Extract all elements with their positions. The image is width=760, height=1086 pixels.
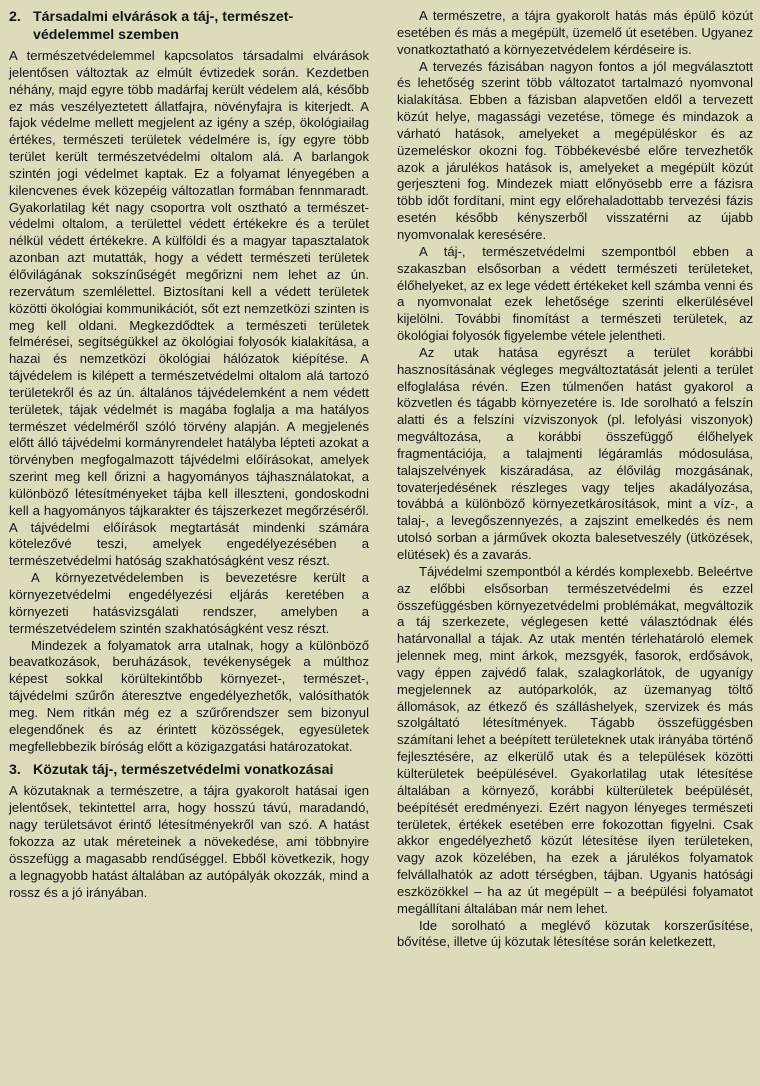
left-paragraph-2: A környezetvédelemben is bevezetésre került a környezetvédelmi engedélyezési eljárás keretében a környezeti hatásvizsgálati rendszer, amelyben a természetvédelem szintén szakhatóságként vesz részt. <box>9 570 369 636</box>
right-column <box>397 8 753 1086</box>
section-2-heading <box>9 8 369 44</box>
right-paragraph-5: Tájvédelmi szempontból a kérdés komplexebb. Beleértve az előbbi elsősorban természetvédelmi és ezzel összefüggésben környezetvédelmi problémákat, megváltozik a táj szerkezete, véglegesen ketté választódnak élés határvonallal a tájak. Az utak mentén térlehatároló elemek jelennek meg, mint árkok, mezsgyék, fasorok, erdősávok, vagy éppen zajvédő falak, szalagkorlátok, de ugyanígy megjelennek az autóparkolók, az üzemanyag töltő állomások, az étkező és szálláshelyek, szervizek és más szolgáltató létesítmények. Tágabb összefüggésben számítani lehet a beépített területeknek utak irányába történő fejlesztésére, az elkerülő utak és a települések közötti külterületek beépülésével. Gyakorlatilag utak létesítése általában a környező, korábbi külterületek beépülését, beépítését eredményezi. Ezért nagyon lényeges természeti területek, értékek esetében erre fokozottan figyelni. Csak akkor engedélyezhető közút létesítése ilyen területeken, vagy azok közelében, ha ezek a járulékos folyamatok felvállalhatók az adott térségben, tájban. Ugyanis hatósági eszközökkel – ha az út megépült – a beépülési folyamatot megállítani általában már nem lehet. <box>397 563 753 916</box>
right-paragraph-2: A tervezés fázisában nagyon fontos a jól megválasztott és lehetőség szerint több változatot tartalmazó nyomvonal kialakítása. Ebben a fázisban alapvetően eldől a tervezett közút helye, magassági vezetése, tömege és mindazok a várható hatások, amelyeket a megépüléskor és az üzemeléskor okozni fog. Többékevésbé előre tervezhetők azok a járulékos hatások is, amelyeket a megépült közút gerjeszteni fog. Mindezek miatt előnyösebb erre a fázisra több időt fordítani, mint egy előrehaladottabb tervezési fázis esetén később kényszerből visszatérni az újabb nyomvonalak keresésére. <box>397 58 753 242</box>
section-2-title: Társadalmi elvárások a táj-, természet-védelemmel szemben <box>33 9 294 43</box>
section-3-heading <box>9 761 369 779</box>
right-paragraph-4: Az utak hatása egyrészt a terület korábbi hasznosításának végleges megváltoztatását jelenti a terület elfoglalása révén. Ezen túlmenően hatást gyakorol a közvetlen és tágabb környezetére is. Ide sorolható a felszín alatti és a felszíni vízviszonyok (pl. lefolyási viszonyok) megváltozása, a korábbi összefüggő élőhelyek fragmentációja, a talajmenti légáramlás módosulása, talajszelvények kiszáradása, az élővilág mozgásának, tovaterjedésének részleges vagy teljes akadályozása, továbbá a különböző környezetkárosítások, mint a víz-, a talaj-, a levegőszennyezés, a zajszint emelkedés és nem utolsó sorban a járművek okozta balesetveszély (ütközések, elütések) és a zavarás. <box>397 344 753 562</box>
left-paragraph-1: A természetvédelemmel kapcsolatos társadalmi elvárások jelentősen változtak az elmúlt évtizedek során. Kezdetben néhány, majd egyre több madárfaj került védelem alá, később ez más veszélyeztetett állatfajra, növényfajra is kiterjedt. A fajok védelme mellett megjelent az igény a szép, ökológiailag értékes, természeti területek védelmére is, így egyre több terület került természetvédelmi oltalom alá. A barlangok szintén jogi védelmet kaptak. Ez a folyamat lényegében a kilencvenes évek közepéig változatlan formában fennmaradt. Gyakorlatilag két nagy csoportra volt osztható a természet-védelmi oltalom, a területtel védett értékekre és a terület nélkül védett értékekre. A külföldi és a magyar tapasztalatok azonban azt mutatták, hogy a védett természeti területek élővilágának sokszínűségét megőrizni nem lehet az ún. rezervátum szemlélettel. Biztosítani kell a védett területek közötti ökológiai kommunikációt, sőt ezt nemzetközi szinten is meg kell oldani. Megkezdődtek a természeti területek felmérései, segítségükkel az ökológiai folyosók kialakítása, a hazai és nemzetközi ökológiai hálózatok kiépítése. A tájvédelem is kilépett a természetvédelmi oltalom alá tartozó területekről és az ún. általános tájvédelemként a nem védett területek, tájak védelmét is magába foglalja a ma hatályos természet védelméről szóló törvény alapján. A megjelenés előtt álló tájvédelmi kormányrendelet hatályba lépteti azokat a törvényben megfogalmazott tájvédelmi előírásokat, amelyek szerint meg kell őrizni a hagyományos tájhasználatokat, a különböző létesítményeket tájba kell illeszteni, gondoskodni kell a hagyományos tájkarakter és tájszerkezet megőrzéséről. A tájvédelmi előírások megtartását mindenki számára kötelezővé teszi, amelyek engedélyezésében a természetvédelmi hatóság szakhatóságként vesz részt. <box>9 48 369 569</box>
section-3-number: 3. <box>9 762 21 779</box>
section-3-title: Közutak táj-, természetvédelmi vonatkozásai <box>33 762 334 779</box>
right-paragraph-1: A természetre, a tájra gyakorolt hatás más épülő közút esetében és más a megépült, üzemelő út esetében. Ugyanez vonatkoztatható a környezetvédelem kérdéseire is. <box>397 8 753 57</box>
right-paragraph-3: A táj-, természetvédelmi szempontból ebben a szakaszban elsősorban a védett természeti területeket, élőhelyeket, az ex lege védett értékeket kell számba venni és a nyomvonalat ezek lehetősége szerinti elkerülésével kijelölni. További finomítást a természeti területek, az ökológiai folyosók figyelembe vétele jelentheti. <box>397 243 753 344</box>
left-paragraph-4: A közutaknak a természetre, a tájra gyakorolt hatásai igen jelentősek, tekintettel arra, hogy hosszú távú, maradandó, nagy területsávot érintő létesítményekről van szó. A hatást fokozza az utak méreteinek a növekedése, ami többnyire összefügg a magasabb rendűséggel. Ebből következik, hogy a legnagyobb hatást általában az autópályák okozzák, mind a rossz és a jó irányában. <box>9 783 369 900</box>
left-paragraph-3: Mindezek a folyamatok arra utalnak, hogy a különböző beavatkozások, beruházások, tevékenységek a múlthoz képest sokkal körültekintőbb környezet-, természet-, tájvédelmi szűrőn áteresztve engedélyezhetők, valósíthatók meg. Nem ritkán még ez a szűrőrendszer sem bizonyul elegendőnek és az érintett közösségek, egyesületek megfellebbezik bíróság előtt a közigazgatási határozatokat. <box>9 637 369 754</box>
left-column <box>9 8 369 1086</box>
section-2-number: 2. <box>9 9 21 25</box>
right-paragraph-6: Ide sorolható a meglévő közutak korszerűsítése, bővítése, illetve új közutak létesítése során keletkezett, <box>397 917 753 950</box>
